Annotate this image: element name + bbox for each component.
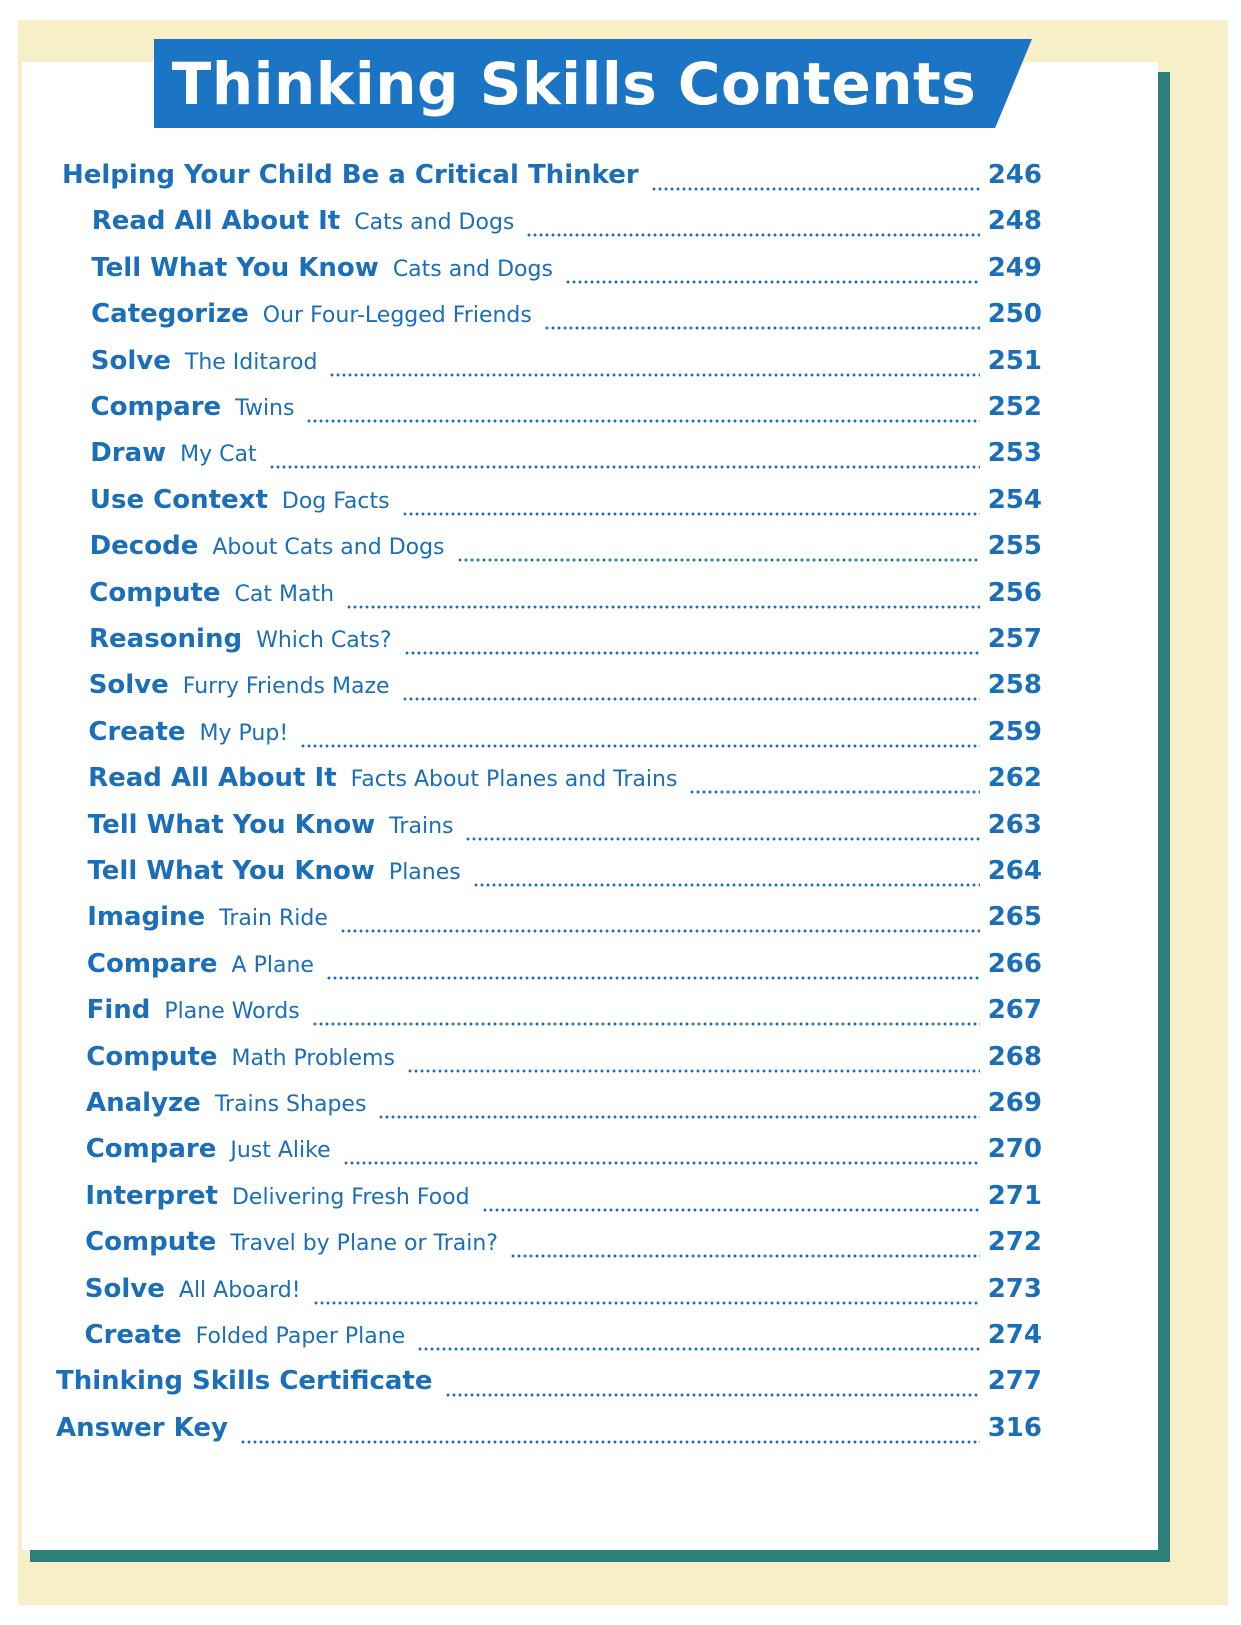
toc-entry-page-number: 277 [987,1366,1042,1397]
toc-entry[interactable] [89,670,1042,710]
dot-leader [465,837,979,841]
toc-entry-topic: Plane Words [164,999,300,1025]
toc-entry-topic: My Pup! [199,720,289,746]
toc-entry-heading: Categorize [91,299,249,330]
dot-leader [346,605,980,609]
toc-entry-heading: Use Context [89,484,268,515]
toc-entry-topic: Trains [389,813,454,839]
toc-entry[interactable] [92,206,1042,246]
toc-entry-page-number: 250 [987,299,1042,330]
toc-entry-heading: Tell What You Know [87,809,376,840]
toc-entry-heading: Imagine [87,902,206,933]
dot-leader [329,373,979,377]
toc-entry-topic: Furry Friends Maze [182,674,390,700]
toc-entry[interactable] [88,763,1042,803]
toc-entry-heading: Analyze [86,1088,201,1118]
dot-leader [457,558,980,562]
toc-entry-heading: Create [84,1320,182,1350]
toc-entry-topic: Delivering Fresh Food [231,1184,470,1210]
toc-entry[interactable] [85,1227,1042,1267]
toc-entry[interactable] [90,531,1042,571]
toc-entry[interactable] [90,438,1042,478]
toc-entry-heading: Find [86,995,151,1026]
toc-entry-topic: Facts About Planes and Trains [350,767,678,793]
toc-entry-page-number: 274 [987,1320,1042,1350]
dot-leader [407,1069,980,1073]
toc-entry-page-number: 252 [987,392,1042,422]
toc-entry-page-number: 256 [987,577,1042,608]
toc-entry-heading: Reasoning [89,624,243,654]
dot-leader [482,1208,980,1212]
dot-leader [689,790,979,794]
toc-entry-heading: Tell What You Know [87,856,375,886]
toc-entry-page-number: 265 [987,902,1042,933]
toc-entry-heading: Answer Key [56,1412,228,1443]
toc-entry[interactable] [91,299,1042,339]
toc-entry[interactable] [89,624,1042,664]
toc-entry-heading: Helping Your Child Be a Critical Thinker [62,160,639,190]
toc-entry-page-number: 259 [987,716,1042,747]
toc-entry-page-number: 249 [987,252,1042,283]
toc-entry-topic: A Plane [231,952,314,978]
toc-entry-page-number: 270 [987,1134,1042,1165]
toc-entry-page-number: 253 [987,438,1042,469]
dot-leader [402,697,980,701]
toc-entry-topic: Math Problems [231,1045,395,1071]
toc-entry-heading: Draw [90,438,167,469]
toc-entry-page-number: 316 [987,1412,1042,1443]
toc-entry-page-number: 262 [987,763,1042,794]
toc-entry-page-number: 257 [987,624,1042,654]
toc-entry-topic: Travel by Plane or Train? [230,1231,498,1257]
dot-leader [404,651,980,655]
toc-entry-topic: Which Cats? [256,628,392,653]
dot-leader [526,233,979,237]
toc-entry[interactable] [91,346,1042,386]
dot-leader [651,187,980,191]
toc-entry-topic: Folded Paper Plane [195,1324,406,1349]
dot-leader [343,1161,980,1165]
toc-entry-heading: Compute [86,1041,218,1072]
dot-leader [269,465,980,469]
toc-entry[interactable] [88,717,1042,757]
dot-leader [473,883,980,887]
toc-entry[interactable] [89,578,1042,618]
dot-leader [544,326,980,330]
toc-entry[interactable] [88,810,1042,850]
toc-entry-heading: Thinking Skills Certificate [56,1366,433,1397]
toc-entry-page-number: 272 [987,1227,1042,1258]
toc-entry[interactable] [87,995,1042,1035]
toc-entry-heading: Compute [85,1227,217,1258]
toc-entry[interactable] [87,902,1042,942]
dot-leader [417,1347,980,1351]
toc-entry[interactable] [85,1274,1042,1314]
toc-entry[interactable] [56,1413,1042,1453]
toc-entry[interactable] [88,856,1043,896]
toc-entry[interactable] [56,1366,1042,1406]
toc-entry[interactable] [86,1088,1042,1128]
toc-entry-topic: All Aboard! [178,1277,301,1303]
toc-entry-page-number: 273 [987,1273,1042,1304]
toc-entry-heading: Read All About It [88,763,337,794]
toc-entry-page-number: 258 [987,670,1042,701]
dot-leader [402,512,980,516]
toc-entry[interactable] [85,1320,1043,1360]
toc-entry-page-number: 267 [987,995,1042,1026]
dot-leader [306,419,979,423]
toc-entry-topic: Trains Shapes [214,1092,367,1117]
toc-entry-topic: Cats and Dogs [392,256,553,282]
dot-leader [313,1301,980,1305]
toc-entry-page-number: 254 [987,484,1042,515]
toc-entry-page-number: 264 [987,856,1042,886]
dot-leader [565,280,980,284]
toc-entry-heading: Solve [90,345,171,376]
toc-entry-page-number: 271 [987,1180,1042,1211]
toc-entry[interactable] [85,1181,1042,1221]
toc-entry-heading: Solve [84,1273,165,1304]
toc-entry-topic: Twins [235,396,295,421]
toc-entry-heading: Decode [89,531,199,562]
toc-entry-page-number: 268 [987,1041,1042,1072]
toc-entry-topic: Dog Facts [281,488,390,514]
toc-entry[interactable] [91,253,1042,293]
dot-leader [300,744,980,748]
toc-entry[interactable] [86,1042,1042,1082]
toc-entry-page-number: 263 [987,809,1042,840]
toc-entry-heading: Read All About It [91,206,341,237]
dot-leader [445,1393,980,1397]
toc-entry-heading: Interpret [85,1180,218,1211]
dot-leader [510,1254,980,1258]
toc-entry-heading: Compare [90,392,222,422]
toc-entry-page-number: 266 [987,948,1042,979]
toc-entry-heading: Create [88,716,186,747]
toc-entry-topic: Train Ride [219,906,328,932]
toc-entry-heading: Compare [85,1134,217,1165]
toc-entry-topic: About Cats and Dogs [212,535,445,561]
toc-entry-topic: Cats and Dogs [354,210,515,236]
toc-entry-page-number: 248 [987,206,1042,237]
toc-entry-page-number: 246 [987,160,1042,190]
page-title: Thinking Skills Contents [171,49,977,118]
toc-entry-heading: Tell What You Know [91,252,379,283]
toc-entry-topic: Just Alike [230,1138,331,1164]
toc-entry-heading: Compare [86,948,218,979]
dot-leader [340,929,980,933]
dot-leader [240,1440,980,1444]
toc-entry-page-number: 251 [987,345,1042,376]
toc-entry[interactable] [90,485,1042,525]
toc-entry[interactable] [62,160,1042,200]
dot-leader [378,1115,979,1119]
toc-entry-page-number: 269 [987,1088,1042,1118]
dot-leader [312,1022,980,1026]
toc-entry[interactable] [91,392,1043,432]
toc-entry-page-number: 255 [987,531,1042,562]
dot-leader [326,976,980,980]
toc-entry[interactable] [87,949,1042,989]
toc-entry[interactable] [86,1134,1042,1174]
toc-entry-topic: The Iditarod [184,349,318,375]
toc-entry-topic: My Cat [180,442,257,468]
toc-entry-topic: Cat Math [234,581,335,607]
toc-entry-topic: Planes [388,860,461,885]
toc-entry-topic: Our Four-Legged Friends [262,303,532,329]
toc-entry-heading: Solve [88,670,169,701]
toc-entry-heading: Compute [89,577,221,608]
